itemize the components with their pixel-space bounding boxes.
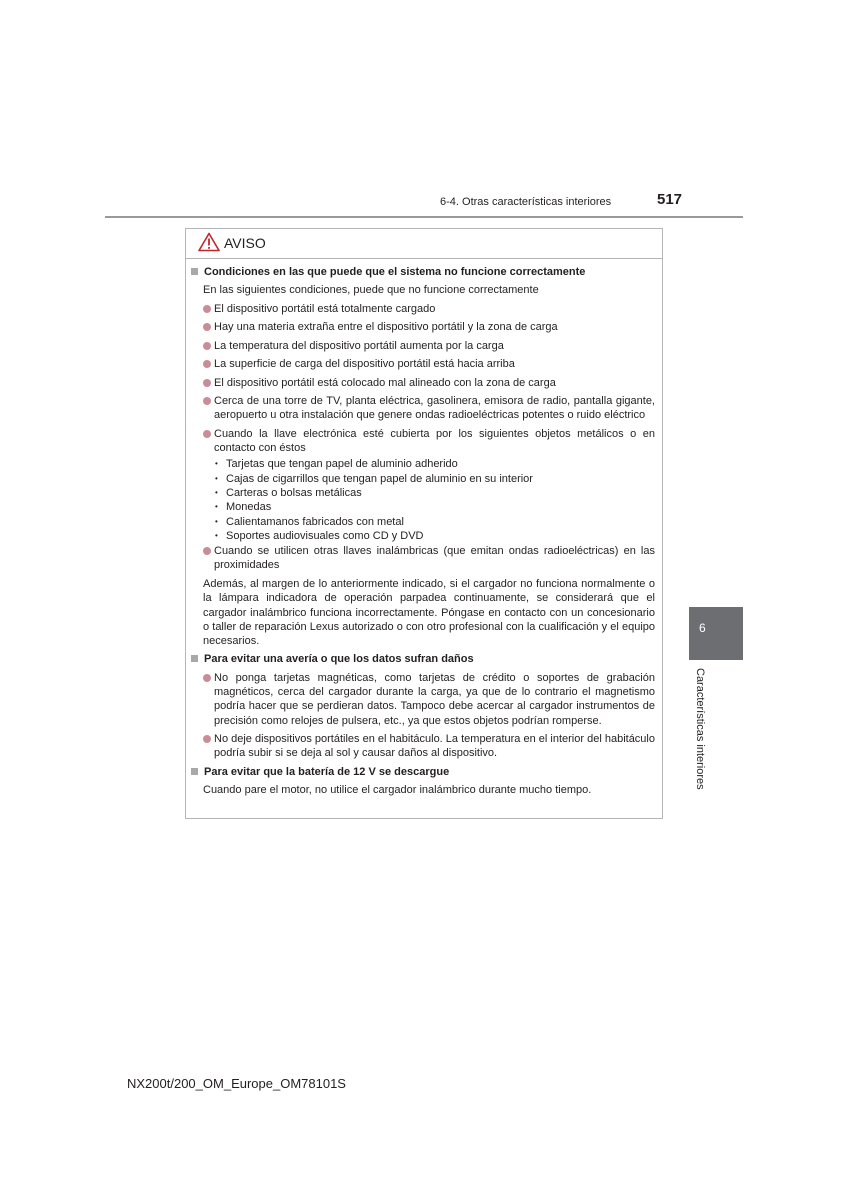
section-heading: Condiciones en las que puede que el sistema no funcione correctamente (186, 265, 655, 279)
list-item-text: Hay una materia extraña entre el dispositivo portátil y la zona de carga (214, 321, 558, 334)
footer-code: NX200t/200_OM_Europe_OM78101S (127, 1076, 346, 1091)
warning-box (185, 228, 663, 819)
warning-content (186, 263, 662, 801)
chapter-label: Características interiores (694, 668, 706, 790)
list-item-text: Cuando se utilicen otras llaves inalámbricas (que emitan ondas radioeléctricas) en las proximidades (214, 545, 655, 572)
sub-list-item: • Monedas (226, 500, 655, 514)
section-title: 6-4. Otras características interiores (440, 196, 612, 208)
chapter-number: 6 (699, 621, 706, 635)
sub-list (186, 457, 662, 543)
list-item-text: La temperatura del dispositivo portátil aumenta por la carga (214, 339, 504, 352)
list-item (214, 671, 655, 728)
bullet-dot-icon (203, 360, 211, 368)
list-item-text: El dispositivo portátil está colocado mal alineado con la zona de carga (214, 376, 556, 389)
list-item (214, 376, 655, 390)
bullet-dot-icon (203, 397, 211, 405)
warning-header (186, 229, 662, 259)
section-heading: Para evitar una avería o que los datos sufran daños (186, 652, 655, 666)
list-item-text: No deje dispositivos portátiles en el habitáculo. La temperatura en el interior del habitáculo podría subir si se deja al sol y causar daños al dispositivo. (214, 733, 655, 760)
list-item (214, 544, 655, 573)
section-intro: En las siguientes condiciones, puede que no funcione correctamente (203, 284, 539, 297)
bullet-dot-icon (203, 674, 211, 682)
section-closing: Además, al margen de lo anteriormente indicado, si el cargador no funciona normalmente o la lámpara indicadora de operación parpadea continuamente, se considerará que el cargador inalámbrico funciona incorrectamente. Póngase en contacto con un concesionario o taller de reparación Lexus autorizado o con otro profesional con la cualificación y el equipo necesarios. (203, 577, 655, 648)
section-heading: Para evitar que la batería de 12 V se descargue (186, 765, 655, 779)
list-item (214, 339, 655, 353)
list-item (214, 732, 655, 761)
page-number: 517 (657, 191, 683, 208)
list-item (214, 357, 655, 371)
sub-list-item: • Cajas de cigarrillos que tengan papel de aluminio en su interior (226, 472, 655, 486)
list-item (214, 320, 655, 334)
warning-triangle-icon (198, 232, 220, 252)
bullet-dot-icon (203, 430, 211, 438)
sub-list-item: • Carteras o bolsas metálicas (226, 486, 655, 500)
list-item-text: Cerca de una torre de TV, planta eléctrica, gasolinera, emisora de radio, pantalla gigante, aeropuerto u otra instalación que genere ondas radioeléctricas potentes o ruido eléctrico (214, 395, 655, 422)
sub-list-item: • Calientamanos fabricados con metal (226, 515, 655, 529)
chapter-tab (689, 607, 743, 660)
warning-title: AVISO (224, 235, 266, 251)
bullet-dot-icon (203, 547, 211, 555)
list-item-text: El dispositivo portátil está totalmente cargado (214, 302, 436, 315)
list-item (214, 394, 655, 423)
list-item (214, 427, 655, 456)
header-divider (105, 216, 743, 218)
sub-list-item: • Tarjetas que tengan papel de aluminio adherido (226, 457, 655, 471)
list-item-text: La superficie de carga del dispositivo portátil está hacia arriba (214, 358, 515, 371)
list-item-text: Cuando la llave electrónica esté cubierta por los siguientes objetos metálicos o en contacto con éstos (214, 427, 655, 455)
list-item-text: No ponga tarjetas magnéticas, como tarjetas de crédito o soportes de grabación magnéticos, cerca del cargador durante la carga, ya que de lo contrario el magnetismo podría hacer que se perdieran datos. Tampoco debe acercar al cargador instrumentos de precisión como relojes de pulsera, etc., ya que estos objetos podrían romperse. (214, 671, 655, 727)
list-item (214, 302, 655, 316)
bullet-dot-icon (203, 305, 211, 313)
bullet-dot-icon (203, 323, 211, 331)
bullet-dot-icon (203, 735, 211, 743)
bullet-dot-icon (203, 342, 211, 350)
sub-list-item: • Soportes audiovisuales como CD y DVD (226, 529, 655, 543)
bullet-dot-icon (203, 379, 211, 387)
section-text: Cuando pare el motor, no utilice el cargador inalámbrico durante mucho tiempo. (203, 784, 592, 797)
